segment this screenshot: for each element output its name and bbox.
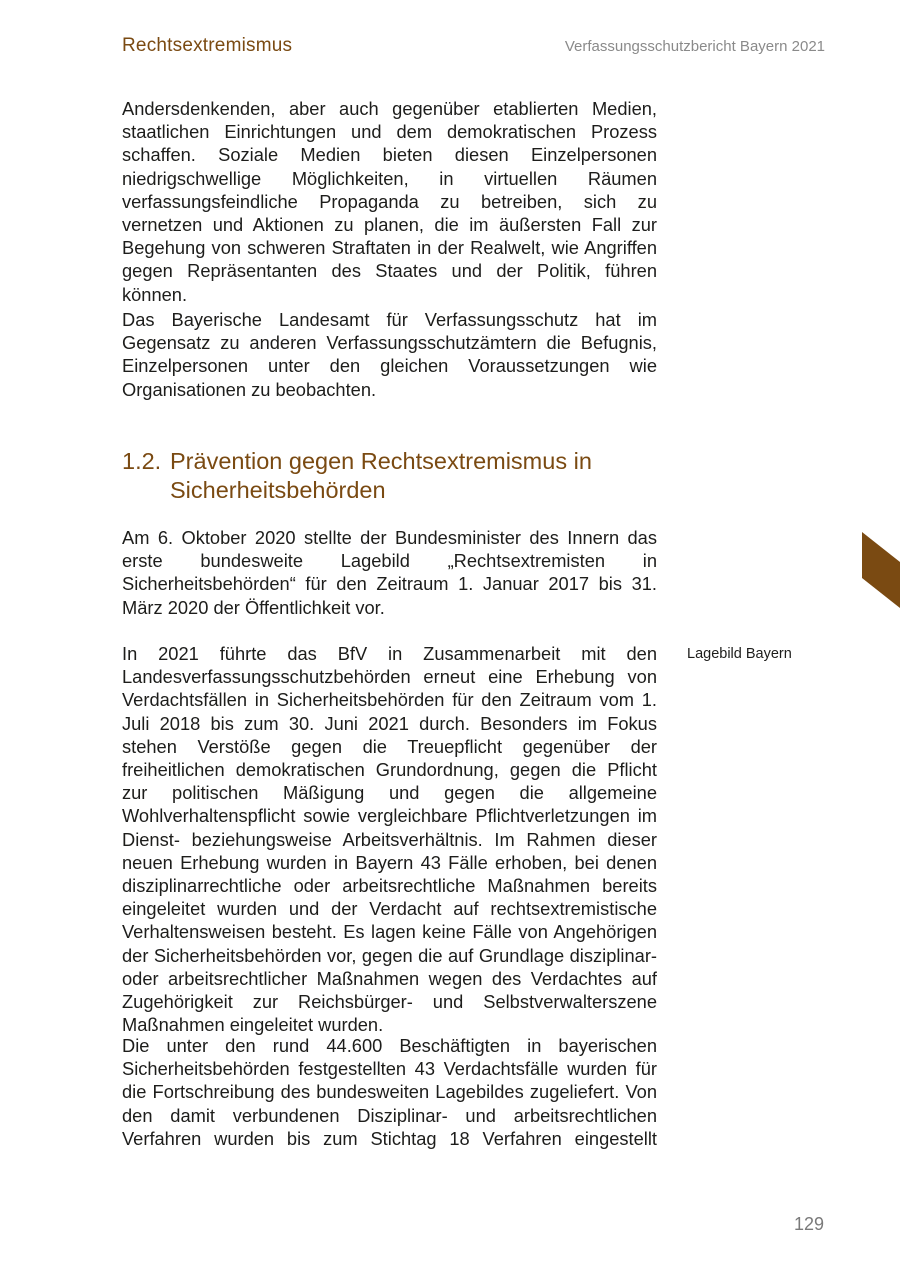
chapter-tab-marker: [862, 532, 900, 608]
section-title: Prävention gegen Rechtsextremismus in Sicherheitsbehörden: [170, 448, 592, 503]
body-paragraph-2-container: [122, 308, 657, 401]
body-paragraph-5-container: [122, 1034, 657, 1150]
section-number: 1.2.: [122, 448, 162, 474]
body-paragraph: Andersdenkenden, aber auch gegenüber etablierten Medien, staatlichen Einrichtungen und dem demokratischen Prozess schaffen. Soziale Medien bieten diesen Einzelpersonen niedrigschwellige Möglichkeiten, in virtuellen Räumen verfassungsfeindliche Propaganda zu betreiben, sich zu vernetzen und Aktionen zu planen, die im äußersten Fall zur Begehung von schweren Straftaten in der Realwelt, wie Angriffen gegen Repräsentanten des Staates und der Politik, führen können.: [122, 98, 657, 305]
body-paragraph-1-container: [122, 97, 657, 306]
body-paragraph-3-container: [122, 526, 657, 619]
margin-note: Lagebild Bayern: [687, 646, 792, 662]
body-paragraph: In 2021 führte das BfV in Zusammenarbeit mit den Landesverfassungsschutzbehörden erneut eine Erhebung von Verdachtsfällen in Sicherheitsbehörden für den Zeitraum vom 1. Juli 2018 bis zum 30. Juni 2021 durch. Besonders im Fokus stehen Verstöße gegen die Treuepflicht gegenüber der freiheitlichen demokratischen Grundordnung, gegen die Pflicht zur politischen Mäßigung und gegen die allgemeine Wohlverhaltenspflicht sowie vergleichbare Pflichtverletzungen im Dienst- beziehungsweise Arbeitsverhältnis. Im Rahmen dieser neuen Erhebung wurden in Bayern 43 Fälle erhoben, bei denen disziplinarrechtliche oder arbeitsrechtliche Maßnahmen bereits eingeleitet wurden und der Verdacht auf rechtsextremistische Verhaltensweisen besteht. Es lagen keine Fälle von Angehörigen der Sicherheitsbehörden vor, gegen die auf Grundlage disziplinar- oder arbeitsrechtlicher Maßnahmen wegen des Verdachtes auf Zugehörigkeit zur Reichsbürger- und Selbstverwalterszene Maßnahmen eingeleitet wurden.: [122, 643, 657, 1036]
page-number: 129: [793, 1214, 824, 1234]
body-paragraph-4-container: [122, 642, 657, 1036]
body-paragraph: Am 6. Oktober 2020 stellte der Bundesminister des Innern das erste bundesweite Lagebild „Rechtsextremisten in Sicherheitsbehörden“ für den Zeitraum 1. Januar 2017 bis 31. März 2020 der Öffentlichkeit vor.: [122, 527, 657, 618]
running-header-section: Rechtsextremismus: [122, 35, 293, 56]
body-paragraph: Das Bayerische Landesamt für Verfassungsschutz hat im Gegensatz zu anderen Verfassungsschutzämtern die Befugnis, Einzelpersonen unter den gleichen Voraussetzungen wie Organisationen zu beobachten.: [122, 309, 657, 400]
section-heading: [122, 447, 682, 505]
running-header-report: Verfassungsschutzbericht Bayern 2021: [564, 38, 825, 55]
body-paragraph: Die unter den rund 44.600 Beschäftigten in bayerischen Sicherheitsbehörden festgestellten 43 Verdachtsfälle wurden für die Fortschreibung des bundesweiten Lagebildes zugeliefert. Von den damit verbundenen Disziplinar- und arbeitsrechtlichen Verfahren wurden bis zum Stichtag 18 Verfahren eingestellt: [122, 1035, 657, 1149]
